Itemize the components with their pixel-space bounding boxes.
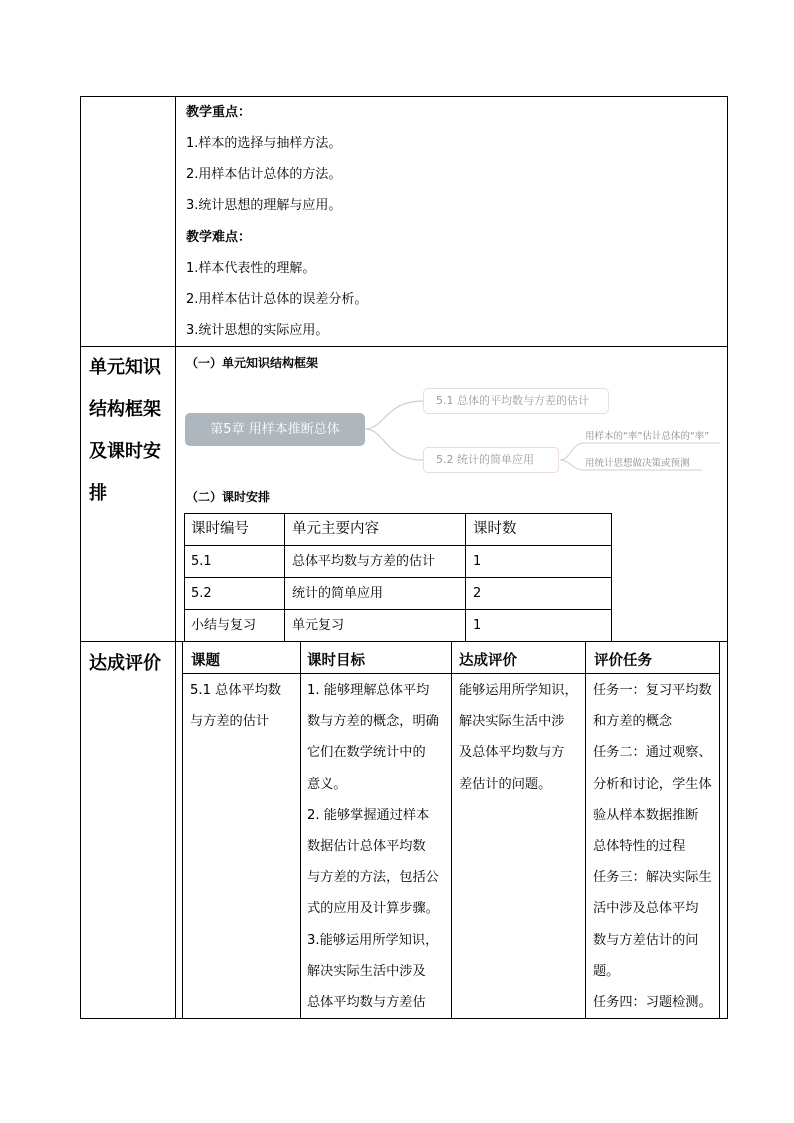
side-label-line: 及课时安 [89,441,161,462]
column-divider-inner [182,642,183,1019]
schedule-cell: 统计的简单应用 [292,586,384,601]
schedule-cell: 单元复习 [292,618,345,633]
schedule-header: 课时数 [473,521,517,537]
side-label-line: 单元知识 [89,357,161,378]
eval-column-line [719,642,720,1019]
schedule-header: 单元主要内容 [292,521,379,537]
eval-task-line: 任务三：解决实际生 [593,870,712,886]
eval-goal-cell [307,675,439,1018]
mindmap-leaf-1: 用样本的“率”估计总体的“率” [585,431,710,442]
eval-goal-line: 总体平均数与方差估 [307,995,426,1011]
mindmap-root: 第5章 用样本推断总体 [185,413,365,446]
key-point-item: 3.统计思想的理解与应用。 [186,198,342,213]
row-divider-2 [80,641,728,642]
eval-goal-line: 1. 能够理解总体平均 [307,683,430,698]
eval-task-line: 验从样本数据推断 [593,807,699,823]
framework-title: （一）单元知识结构框架 [186,356,319,370]
schedule-line [184,513,185,641]
eval-task-cell [593,675,712,1018]
eval-goal-line: 它们在数学统计中的 [307,745,426,761]
difficulty-item: 3.统计思想的实际应用。 [186,323,329,338]
eval-task-line: 题。 [593,963,620,979]
side-label: 达成评价 [89,653,161,674]
key-point-item: 2.用样本估计总体的方法。 [186,167,342,182]
difficulties-title: 教学难点： [186,230,252,245]
eval-column-line [300,642,301,1019]
eval-topic-line: 与方差的估计 [190,714,270,730]
schedule-cell: 5.1 [191,554,212,569]
side-label-line: 结构框架 [89,399,161,420]
eval-column-line [585,642,586,1019]
eval-result-line: 及总体平均数与方 [459,745,565,761]
eval-task-line: 任务四：习题检测。 [593,995,712,1011]
eval-task-line: 活中涉及总体平均 [593,901,699,917]
eval-task-line: 数与方差估计的问 [593,932,699,948]
eval-goal-line: 意义。 [307,776,347,792]
eval-goal-line: 解决实际生活中涉及 [307,963,426,979]
eval-result-line: 能够运用所学知识， [459,683,578,698]
eval-task-line: 任务一：复习平均数 [593,683,712,698]
eval-goal-line: 2. 能够掌握通过样本 [307,807,430,823]
mindmap-connectors [0,0,794,520]
eval-column-line [451,642,452,1019]
eval-task-line: 分析和讨论，学生体 [593,776,712,792]
eval-topic-cell [190,675,281,737]
eval-goal-line: 3.能够运用所学知识， [307,932,439,948]
eval-goal-line: 与方差的方法，包括公 [307,870,439,886]
eval-header: 课时目标 [307,653,365,669]
schedule-cell: 1 [473,618,482,633]
key-points-title: 教学重点： [186,105,252,120]
schedule-cell: 小结与复习 [191,618,257,633]
schedule-title: （二）课时安排 [186,490,271,504]
schedule-cell: 5.2 [191,586,212,601]
eval-result-cell [459,675,578,800]
eval-result-line: 差估计的问题。 [459,776,552,792]
eval-task-line: 总体特性的过程 [593,839,686,855]
schedule-line [611,513,612,641]
mindmap-branch-1: 5.1 总体的平均数与方差的估计 [423,388,609,414]
mindmap-leaf-2: 用统计思想做决策或预测 [585,458,690,469]
schedule-line [184,577,612,578]
side-label-line: 排 [89,483,107,504]
eval-goal-line: 数与方差的概念，明确 [307,714,439,730]
eval-result-line: 解决实际生活中涉 [459,714,565,730]
eval-header: 课题 [191,653,220,669]
schedule-cell: 总体平均数与方差的估计 [292,554,436,569]
schedule-line [284,513,285,641]
eval-topic-line: 5.1 总体平均数 [190,683,282,698]
eval-task-line: 和方差的概念 [593,714,673,730]
eval-task-line: 任务二：通过观察、 [593,745,712,761]
difficulty-item: 1.样本代表性的理解。 [186,261,316,276]
eval-header: 达成评价 [459,653,517,669]
schedule-cell: 2 [473,586,482,601]
schedule-line [465,513,466,641]
eval-goal-line: 数据估计总体平均数 [307,839,426,855]
key-point-item: 1.样本的选择与抽样方法。 [186,136,342,151]
difficulty-item: 2.用样本估计总体的误差分析。 [186,292,368,307]
eval-goal-line: 式的应用及计算步骤。 [307,901,439,917]
schedule-header: 课时编号 [191,521,249,537]
mindmap-branch-2: 5.2 统计的简单应用 [423,447,559,473]
eval-header: 评价任务 [594,653,652,669]
schedule-cell: 1 [473,554,482,569]
